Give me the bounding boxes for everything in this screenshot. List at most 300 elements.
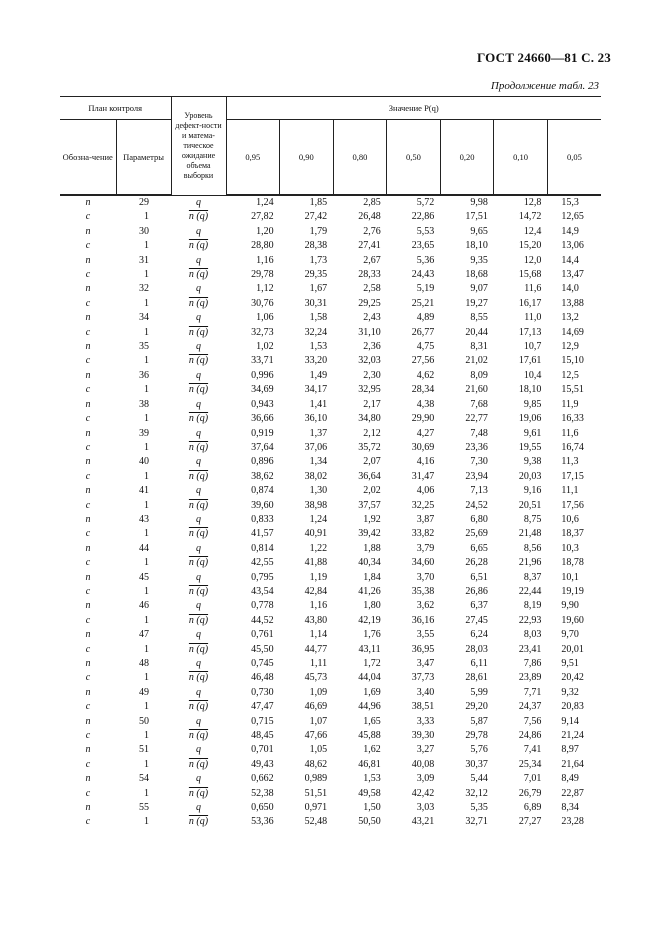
parameter-cell: 44 (139, 542, 149, 554)
value-cell: 38,02 (304, 470, 328, 482)
value-cell: 30,69 (411, 441, 435, 453)
condition-cell: n (q) (188, 701, 209, 713)
value-cell: 39,42 (358, 528, 381, 540)
value-cell: 29,25 (358, 297, 381, 309)
value-cell: 53,36 (251, 816, 274, 828)
value-cell: 8,55 (470, 312, 488, 324)
table-row (60, 556, 601, 570)
value-cell: 8,19 (523, 600, 542, 612)
value-cell: 14,69 (561, 326, 584, 338)
table-continuation-caption: Продолжение табл. 23 (490, 80, 599, 92)
value-cell: 24,52 (465, 499, 488, 511)
value-cell: 15,51 (561, 384, 584, 396)
value-cell: 49,43 (251, 758, 274, 770)
value-cell: 17,13 (518, 326, 542, 338)
table-row (60, 513, 601, 527)
value-cell: 1,62 (363, 744, 381, 756)
value-cell: 19,27 (465, 297, 488, 309)
value-cell: 22,87 (561, 787, 584, 799)
table-row (60, 326, 601, 340)
value-cell: 2,12 (363, 427, 381, 439)
parameter-cell: 46 (139, 600, 149, 612)
symbol-cell: c (85, 643, 91, 655)
value-cell: 1,24 (256, 197, 274, 208)
table-row (60, 427, 601, 441)
value-cell: 7,68 (470, 398, 488, 410)
value-cell: 19,60 (561, 614, 584, 626)
value-cell: 16,17 (518, 297, 542, 309)
value-cell: 29,90 (411, 413, 435, 425)
value-cell: 18,37 (561, 528, 584, 540)
value-cell: 1,02 (256, 341, 274, 353)
value-cell: 42,55 (251, 557, 274, 569)
value-cell: 28,61 (465, 672, 488, 684)
condition-cell: n (q) (188, 355, 209, 367)
parameter-cell: 1 (144, 211, 149, 223)
value-cell: 5,19 (416, 283, 435, 295)
value-cell: 0,919 (251, 427, 274, 439)
value-cell: 2,02 (363, 485, 381, 497)
value-cell: 32,73 (251, 326, 274, 338)
value-cell: 35,72 (358, 441, 381, 453)
value-cell: 0,730 (251, 686, 274, 698)
value-cell: 11,6 (561, 427, 579, 439)
table-row (60, 470, 601, 484)
value-cell: 1,05 (309, 744, 328, 756)
value-cell: 21,60 (465, 384, 488, 396)
value-cell: 27,45 (465, 614, 488, 626)
condition-cell: q (196, 600, 201, 612)
value-cell: 0,896 (251, 456, 274, 468)
condition-cell: q (196, 225, 201, 237)
probability-group-header: Значение P(q) (226, 97, 601, 120)
symbol-cell: n (85, 600, 91, 612)
symbol-cell: c (85, 413, 91, 425)
symbol-cell: n (85, 283, 91, 295)
symbol-cell: c (85, 470, 91, 482)
condition-cell: q (196, 427, 201, 439)
value-cell: 7,30 (470, 456, 488, 468)
symbol-cell: c (85, 701, 91, 713)
parameter-cell: 40 (139, 456, 149, 468)
value-cell: 8,31 (470, 341, 488, 353)
value-cell: 23,89 (518, 672, 542, 684)
value-cell: 13,88 (561, 297, 584, 309)
parameter-cell: 1 (144, 758, 149, 770)
value-cell: 20,42 (561, 672, 584, 684)
value-cell: 6,11 (470, 658, 488, 669)
value-cell: 4,06 (416, 485, 435, 497)
value-cell: 25,69 (465, 528, 488, 540)
value-cell: 43,21 (411, 816, 435, 828)
condition-cell: n (q) (188, 384, 209, 396)
value-cell: 12,8 (523, 197, 542, 208)
condition-cell: n (q) (188, 672, 209, 684)
value-cell: 17,15 (561, 470, 584, 482)
condition-cell: q (196, 456, 201, 468)
value-cell: 6,80 (470, 513, 488, 525)
symbol-cell: n (85, 225, 91, 237)
value-cell: 33,20 (304, 355, 328, 367)
value-cell: 30,37 (465, 758, 488, 770)
table-row (60, 354, 601, 368)
value-cell: 22,77 (465, 413, 488, 425)
value-cell: 42,42 (411, 787, 435, 799)
parameter-cell: 1 (144, 528, 149, 540)
value-cell: 50,50 (358, 816, 381, 828)
parameter-cell: 1 (144, 413, 149, 425)
value-cell: 11,9 (561, 398, 579, 410)
value-cell: 5,99 (470, 686, 488, 698)
value-cell: 1,06 (256, 312, 274, 324)
symbol-cell: n (85, 773, 91, 785)
value-cell: 26,79 (518, 787, 542, 799)
value-cell: 9,65 (470, 225, 488, 237)
condition-cell: q (196, 744, 201, 756)
value-cell: 31,47 (411, 470, 435, 482)
value-cell: 28,03 (465, 643, 488, 655)
value-cell: 1,76 (363, 629, 381, 641)
value-cell: 3,33 (416, 715, 435, 727)
value-cell: 0,795 (251, 571, 274, 583)
value-cell: 37,64 (251, 441, 274, 453)
value-cell: 14,72 (518, 211, 542, 223)
table-row (60, 311, 601, 325)
value-cell: 1,41 (309, 398, 328, 410)
value-cell: 23,41 (518, 643, 542, 655)
value-cell: 19,06 (518, 413, 542, 425)
condition-cell: n (q) (188, 441, 209, 453)
value-cell: 11,6 (524, 283, 542, 295)
symbol-cell: n (85, 513, 91, 525)
value-cell: 4,75 (416, 341, 435, 353)
value-cell: 9,38 (523, 456, 542, 468)
value-cell: 26,48 (358, 211, 381, 223)
value-cell: 24,86 (518, 730, 542, 742)
condition-cell: n (q) (188, 211, 209, 223)
value-cell: 4,62 (416, 369, 435, 381)
value-cell: 47,47 (251, 701, 274, 713)
symbol-cell: n (85, 427, 91, 439)
condition-cell: q (196, 312, 201, 324)
value-cell: 38,98 (304, 499, 328, 511)
value-cell: 15,20 (518, 240, 542, 252)
symbol-cell: n (85, 398, 91, 410)
value-cell: 2,17 (363, 398, 381, 410)
condition-cell: q (196, 513, 201, 525)
value-cell: 32,71 (465, 816, 488, 828)
value-cell: 13,47 (561, 269, 584, 281)
table-row (60, 499, 601, 513)
value-cell: 1,92 (363, 513, 381, 525)
table-row (60, 787, 601, 801)
table-row (60, 614, 601, 628)
value-cell: 8,75 (523, 513, 542, 525)
pq-header: 0,90 (280, 120, 334, 196)
value-cell: 44,96 (358, 701, 381, 713)
value-cell: 40,34 (358, 557, 381, 569)
value-cell: 0,650 (251, 802, 274, 814)
value-cell: 20,44 (465, 326, 488, 338)
value-cell: 41,88 (304, 557, 328, 569)
value-cell: 23,94 (465, 470, 488, 482)
parameter-cell: 1 (144, 240, 149, 252)
table-row (60, 686, 601, 700)
value-cell: 18,68 (465, 269, 488, 281)
value-cell: 45,50 (251, 643, 274, 655)
value-cell: 0,989 (304, 773, 328, 785)
symbol-cell: c (85, 240, 91, 252)
value-cell: 44,77 (304, 643, 328, 655)
value-cell: 5,72 (416, 197, 435, 208)
value-cell: 1,50 (363, 802, 381, 814)
value-cell: 30,31 (304, 297, 328, 309)
condition-cell: n (q) (188, 614, 209, 626)
value-cell: 1,30 (309, 485, 328, 497)
value-cell: 21,02 (465, 355, 488, 367)
value-cell: 26,28 (465, 557, 488, 569)
symbol-cell: n (85, 629, 91, 641)
value-cell: 0,996 (251, 369, 274, 381)
value-cell: 0,971 (304, 802, 328, 814)
value-cell: 44,04 (358, 672, 381, 684)
parameter-cell: 51 (139, 744, 149, 756)
value-cell: 1,12 (256, 283, 274, 295)
table-row (60, 542, 601, 556)
value-cell: 23,65 (411, 240, 435, 252)
value-cell: 2,07 (363, 456, 381, 468)
condition-cell: q (196, 686, 201, 698)
condition-cell: n (q) (188, 585, 209, 597)
parameter-cell: 38 (139, 398, 149, 410)
value-cell: 3,62 (416, 600, 435, 612)
table-row (60, 772, 601, 786)
value-cell: 30,76 (251, 297, 274, 309)
symbol-cell: n (85, 571, 91, 583)
symbol-cell: n (85, 369, 91, 381)
value-cell: 1,16 (309, 600, 328, 612)
table-row (60, 599, 601, 613)
value-cell: 13,2 (561, 312, 579, 324)
value-cell: 12,5 (561, 369, 579, 381)
value-cell: 43,11 (358, 643, 381, 655)
table-row (60, 282, 601, 296)
value-cell: 1,84 (363, 571, 381, 583)
value-cell: 20,03 (518, 470, 542, 482)
parameters-column-header: Параметры (116, 120, 171, 196)
value-cell: 1,85 (309, 197, 328, 208)
value-cell: 0,833 (251, 513, 274, 525)
condition-cell: q (196, 802, 201, 814)
value-cell: 22,93 (518, 614, 542, 626)
parameter-cell: 49 (139, 686, 149, 698)
value-cell: 0,662 (251, 773, 274, 785)
parameter-cell: 1 (144, 787, 149, 799)
parameter-cell: 29 (139, 197, 149, 208)
value-cell: 18,10 (518, 384, 542, 396)
value-cell: 17,56 (561, 499, 584, 511)
value-cell: 46,81 (358, 758, 381, 770)
value-cell: 2,67 (363, 254, 381, 266)
value-cell: 46,48 (251, 672, 274, 684)
value-cell: 51,51 (304, 787, 328, 799)
value-cell: 9,51 (561, 658, 579, 669)
value-cell: 20,01 (561, 643, 584, 655)
table-row (60, 210, 601, 224)
value-cell: 1,16 (256, 254, 274, 266)
value-cell: 0,761 (251, 629, 274, 641)
value-cell: 3,27 (416, 744, 435, 756)
value-cell: 11,1 (561, 485, 579, 497)
value-cell: 6,65 (470, 542, 488, 554)
table-row (60, 628, 601, 642)
value-cell: 15,68 (518, 269, 542, 281)
value-cell: 8,97 (561, 744, 579, 756)
value-cell: 8,09 (470, 369, 488, 381)
value-cell: 17,61 (518, 355, 542, 367)
value-cell: 9,35 (470, 254, 488, 266)
value-cell: 5,35 (470, 802, 488, 814)
value-cell: 37,06 (304, 441, 328, 453)
value-cell: 8,49 (561, 773, 579, 785)
value-cell: 48,45 (251, 730, 274, 742)
value-cell: 26,77 (411, 326, 435, 338)
symbol-cell: c (85, 441, 91, 453)
condition-cell: n (q) (188, 297, 209, 309)
table-row (60, 369, 601, 383)
value-cell: 45,73 (304, 672, 328, 684)
value-cell: 1,79 (309, 225, 328, 237)
value-cell: 39,60 (251, 499, 274, 511)
pq-header: 0,50 (387, 120, 441, 196)
symbol-cell: n (85, 744, 91, 756)
value-cell: 1,53 (309, 341, 328, 353)
value-cell: 24,37 (518, 701, 542, 713)
symbol-cell: n (85, 542, 91, 554)
value-cell: 0,778 (251, 600, 274, 612)
value-cell: 3,03 (416, 802, 435, 814)
value-cell: 44,52 (251, 614, 274, 626)
value-cell: 27,41 (358, 240, 381, 252)
parameter-cell: 1 (144, 643, 149, 655)
parameter-cell: 47 (139, 629, 149, 641)
table-row (60, 398, 601, 412)
value-cell: 1,24 (309, 513, 328, 525)
value-cell: 3,79 (416, 542, 435, 554)
condition-cell: q (196, 254, 201, 266)
table-row (60, 643, 601, 657)
symbol-cell: n (85, 686, 91, 698)
value-cell: 36,16 (411, 614, 435, 626)
value-cell: 6,24 (470, 629, 488, 641)
value-cell: 1,19 (309, 571, 328, 583)
condition-cell: q (196, 369, 201, 381)
pq-header: 0,95 (226, 120, 280, 196)
table-row (60, 297, 601, 311)
symbol-cell: c (85, 730, 91, 742)
value-cell: 25,34 (518, 758, 542, 770)
value-cell: 9,16 (523, 485, 542, 497)
value-cell: 9,61 (523, 427, 542, 439)
table-row (60, 571, 601, 585)
condition-cell: n (q) (188, 269, 209, 281)
value-cell: 40,08 (411, 758, 435, 770)
value-cell: 5,87 (470, 715, 488, 727)
condition-cell: n (q) (188, 528, 209, 540)
parameter-cell: 34 (139, 312, 149, 324)
parameter-cell: 1 (144, 326, 149, 338)
condition-cell: q (196, 715, 201, 727)
parameter-cell: 1 (144, 470, 149, 482)
value-cell: 7,86 (523, 658, 542, 669)
value-cell: 7,01 (523, 773, 542, 785)
value-cell: 10,7 (523, 341, 542, 353)
value-cell: 32,12 (465, 787, 488, 799)
value-cell: 3,55 (416, 629, 435, 641)
value-cell: 36,10 (304, 413, 328, 425)
value-cell: 19,55 (518, 441, 542, 453)
condition-cell: n (q) (188, 730, 209, 742)
value-cell: 6,89 (523, 802, 542, 814)
value-cell: 2,43 (363, 312, 381, 324)
parameter-cell: 50 (139, 715, 149, 727)
parameter-cell: 54 (139, 773, 149, 785)
table-row (60, 225, 601, 239)
value-cell: 46,69 (304, 701, 328, 713)
value-cell: 33,71 (251, 355, 274, 367)
value-cell: 3,87 (416, 513, 435, 525)
value-cell: 15,3 (561, 197, 579, 208)
value-cell: 9,70 (561, 629, 579, 641)
value-cell: 11,0 (524, 312, 542, 324)
symbol-cell: c (85, 672, 91, 684)
value-cell: 22,44 (518, 585, 542, 597)
value-cell: 4,27 (416, 427, 435, 439)
value-cell: 5,76 (470, 744, 488, 756)
value-cell: 20,83 (561, 701, 584, 713)
value-cell: 9,85 (523, 398, 542, 410)
value-cell: 12,9 (561, 341, 579, 353)
parameter-cell: 1 (144, 701, 149, 713)
parameter-cell: 1 (144, 614, 149, 626)
value-cell: 7,41 (523, 744, 542, 756)
condition-cell: n (q) (188, 816, 209, 828)
symbol-cell: c (85, 297, 91, 309)
value-cell: 10,3 (561, 542, 579, 554)
table-row (60, 671, 601, 685)
value-cell: 3,47 (416, 658, 435, 669)
table-row (60, 729, 601, 743)
value-cell: 7,71 (523, 686, 542, 698)
condition-cell: n (q) (188, 643, 209, 655)
condition-cell: q (196, 571, 201, 583)
value-cell: 14,0 (561, 283, 579, 295)
symbol-cell: n (85, 341, 91, 353)
value-cell: 9,98 (470, 197, 488, 208)
parameter-cell: 1 (144, 441, 149, 453)
value-cell: 3,70 (416, 571, 435, 583)
value-cell: 9,07 (470, 283, 488, 295)
parameter-cell: 1 (144, 557, 149, 569)
value-cell: 1,58 (309, 312, 328, 324)
value-cell: 28,34 (411, 384, 435, 396)
value-cell: 26,86 (465, 585, 488, 597)
value-cell: 9,32 (561, 686, 579, 698)
table-row (60, 195, 601, 210)
condition-cell: n (q) (188, 470, 209, 482)
condition-cell: q (196, 283, 201, 295)
symbol-cell: c (85, 758, 91, 770)
